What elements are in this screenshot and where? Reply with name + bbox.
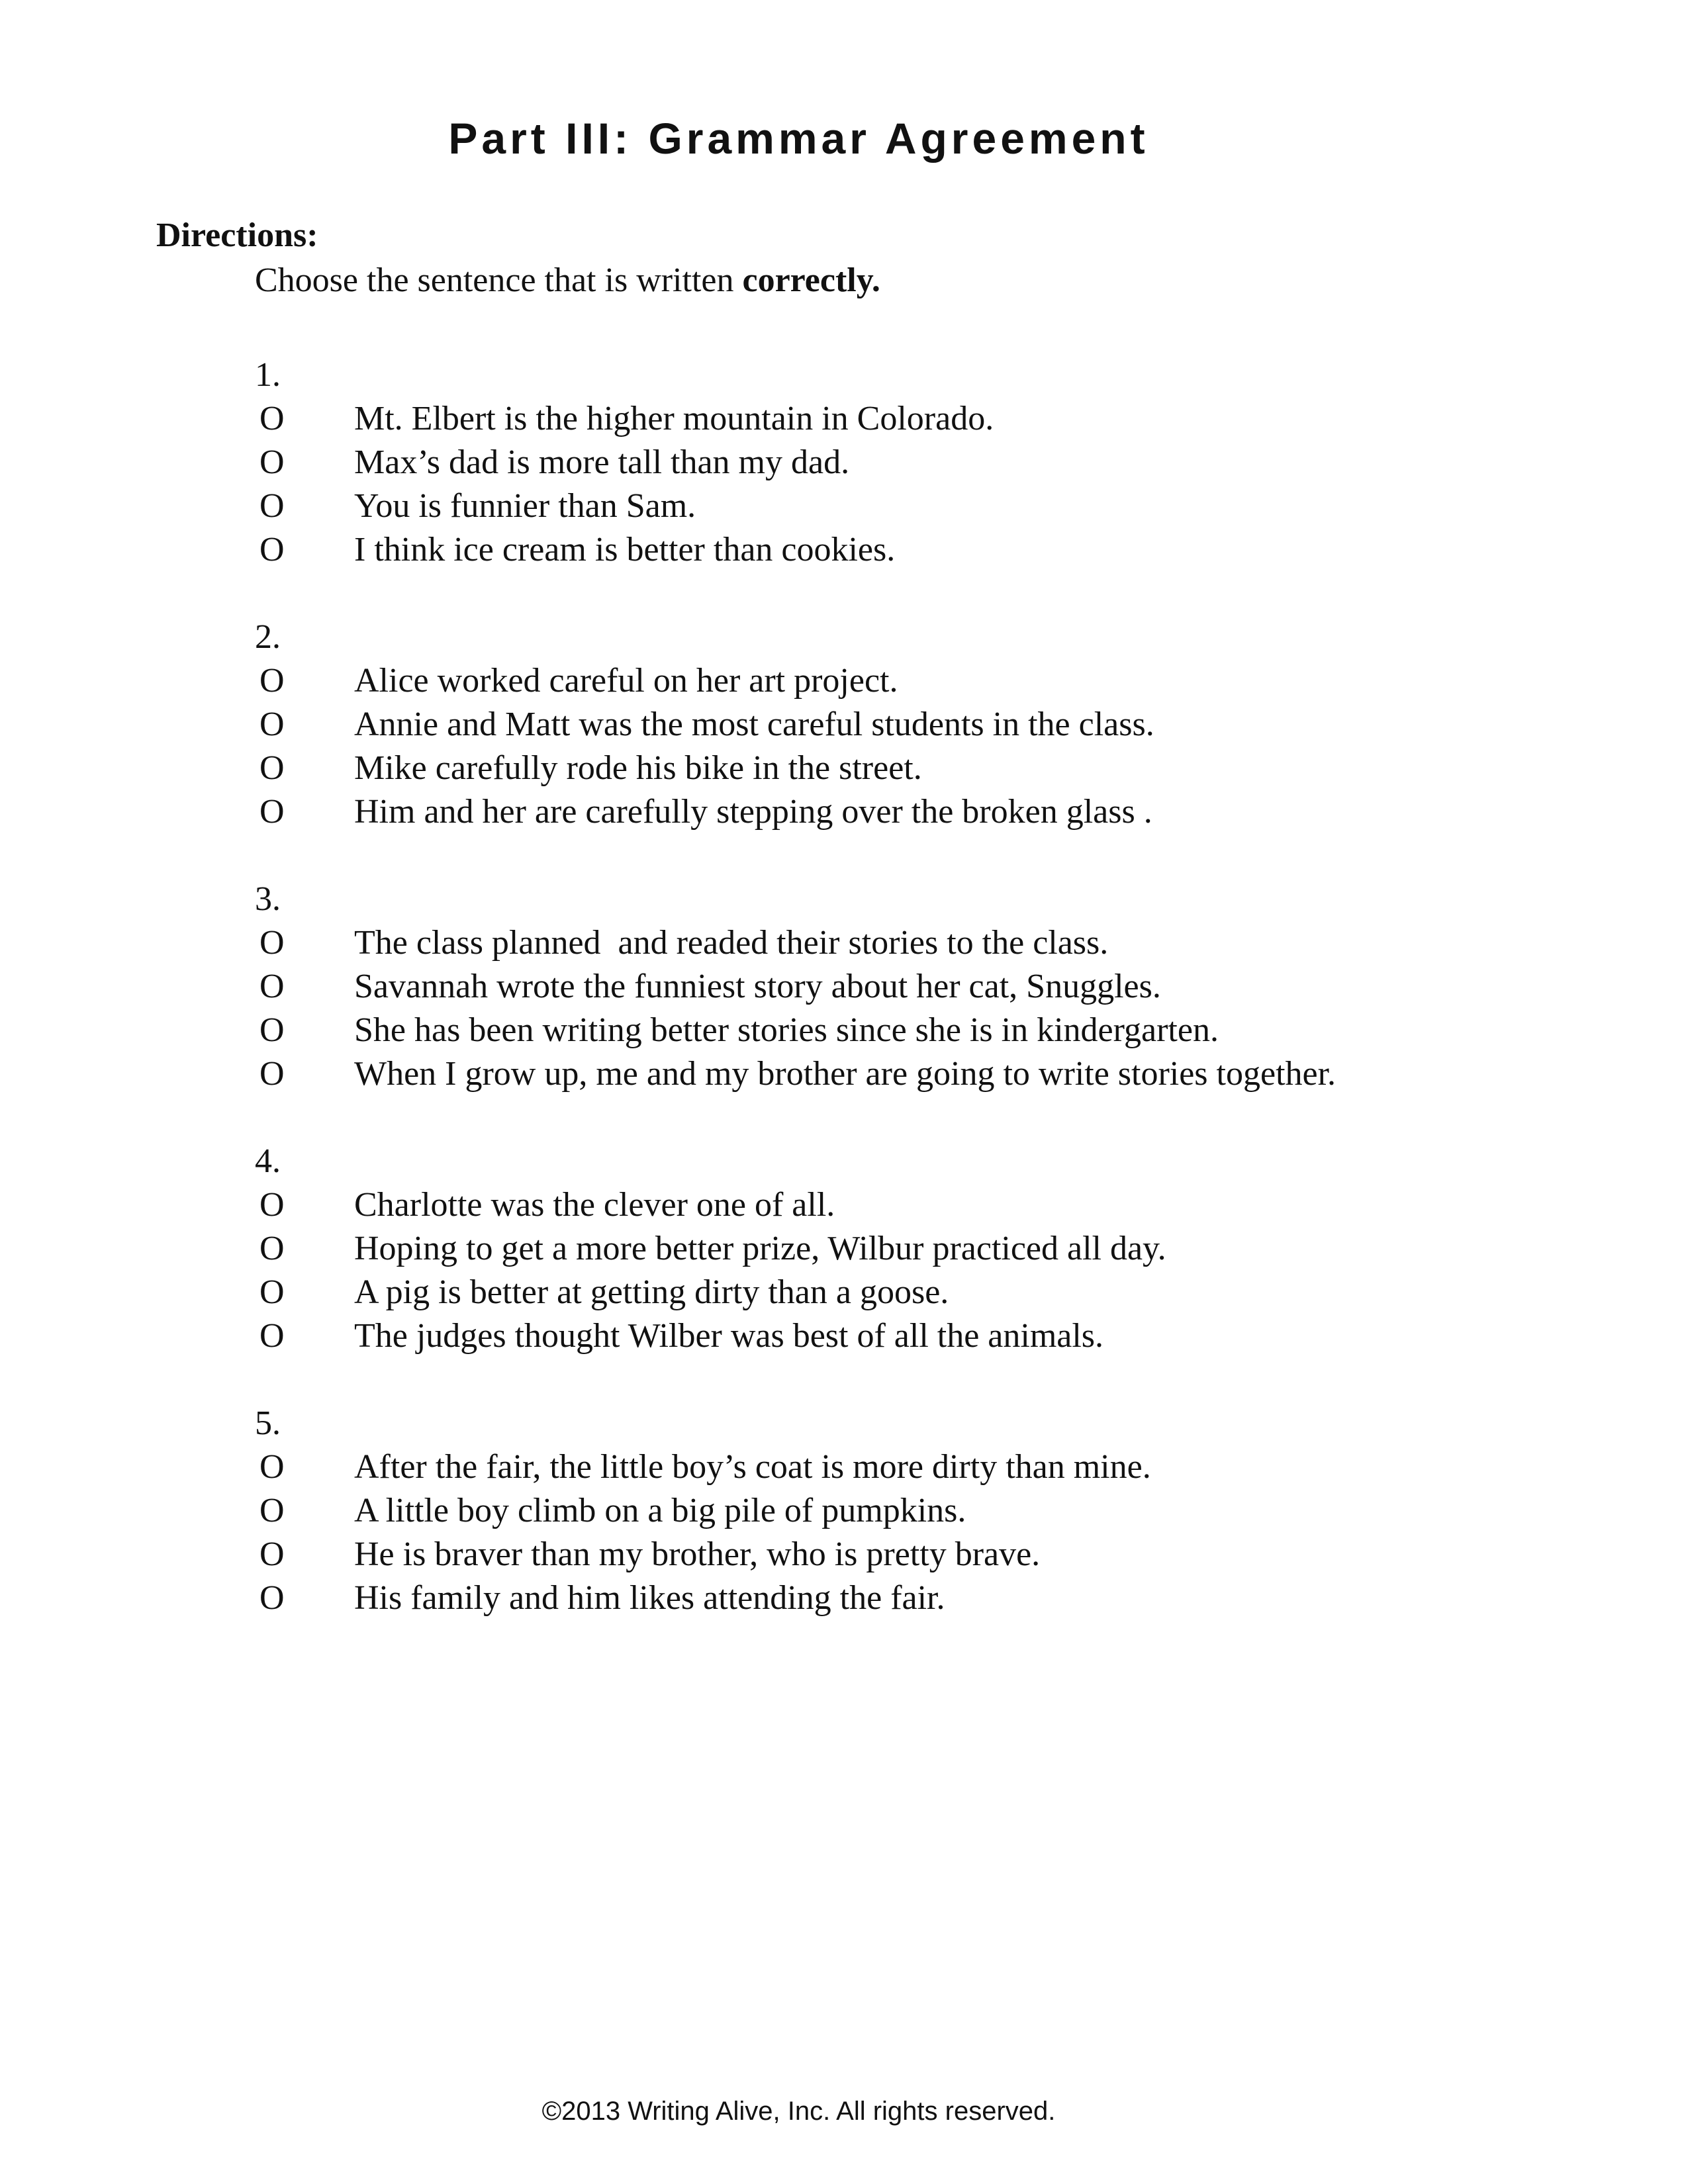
question-1 (0, 353, 1688, 572)
answer-option[interactable] (0, 1227, 1688, 1271)
answer-bubble[interactable]: O (259, 749, 285, 787)
option-text: Max’s dad is more tall than my dad. (354, 443, 850, 481)
question-number: 2. (255, 618, 281, 656)
question-number: 3. (255, 880, 281, 918)
option-text: After the fair, the little boy’s coat is more dirty than mine. (354, 1448, 1151, 1486)
answer-bubble[interactable]: O (259, 487, 285, 525)
directions-text (255, 263, 880, 298)
option-text: Savannah wrote the funniest story about her cat, Snuggles. (354, 968, 1161, 1005)
answer-option[interactable] (0, 965, 1688, 1009)
question-3 (0, 878, 1688, 1096)
question-4 (0, 1140, 1688, 1358)
option-text: I think ice cream is better than cookies. (354, 531, 896, 569)
option-text: Alice worked careful on her art project. (354, 662, 898, 700)
option-text: A little boy climb on a big pile of pumpkins. (354, 1492, 966, 1529)
answer-option[interactable] (0, 790, 1688, 834)
answer-bubble[interactable]: O (259, 1535, 285, 1573)
answer-bubble[interactable]: O (259, 1579, 285, 1617)
option-text: Hoping to get a more better prize, Wilbur practiced all day. (354, 1230, 1166, 1267)
answer-bubble[interactable]: O (259, 968, 285, 1005)
directions-text-prefix: Choose the sentence that is written (255, 261, 743, 299)
option-text: Charlotte was the clever one of all. (354, 1186, 835, 1224)
answer-option[interactable] (0, 659, 1688, 703)
option-text: Mt. Elbert is the higher mountain in Colorado. (354, 400, 994, 437)
answer-option[interactable] (0, 484, 1688, 528)
answer-option[interactable] (0, 1052, 1688, 1096)
answer-option[interactable] (0, 1445, 1688, 1489)
answer-option[interactable] (0, 921, 1688, 965)
question-5 (0, 1402, 1688, 1620)
answer-bubble[interactable]: O (259, 705, 285, 743)
answer-bubble[interactable]: O (259, 1055, 285, 1093)
directions-heading: Directions: (156, 216, 318, 254)
option-text: A pig is better at getting dirty than a goose. (354, 1273, 949, 1311)
answer-option[interactable] (0, 1009, 1688, 1052)
answer-option[interactable] (0, 1533, 1688, 1576)
option-text: Him and her are carefully stepping over the broken glass . (354, 793, 1152, 831)
answer-option[interactable] (0, 441, 1688, 484)
answer-bubble[interactable]: O (259, 1448, 285, 1486)
answer-bubble[interactable]: O (259, 443, 285, 481)
answer-bubble[interactable]: O (259, 1273, 285, 1311)
question-2 (0, 615, 1688, 834)
answer-bubble[interactable]: O (259, 924, 285, 962)
answer-bubble[interactable]: O (259, 1011, 285, 1049)
answer-option[interactable] (0, 528, 1688, 572)
page-title: Part III: Grammar Agreement (448, 114, 1149, 163)
answer-option[interactable] (0, 1183, 1688, 1227)
answer-bubble[interactable]: O (259, 793, 285, 831)
copyright-footer: ©2013 Writing Alive, Inc. All rights reserved. (541, 2097, 1056, 2126)
option-text: Mike carefully rode his bike in the street. (354, 749, 922, 787)
answer-option[interactable] (0, 1314, 1688, 1358)
question-number: 1. (255, 356, 281, 394)
option-text: His family and him likes attending the fair. (354, 1579, 945, 1617)
answer-bubble[interactable]: O (259, 1230, 285, 1267)
answer-option[interactable] (0, 397, 1688, 441)
option-text: When I grow up, me and my brother are going to write stories together. (354, 1055, 1336, 1093)
question-number: 4. (255, 1142, 281, 1180)
option-text: The judges thought Wilber was best of all the animals. (354, 1317, 1104, 1355)
option-text: She has been writing better stories since she is in kindergarten. (354, 1011, 1219, 1049)
answer-bubble[interactable]: O (259, 1186, 285, 1224)
answer-option[interactable] (0, 1576, 1688, 1620)
answer-option[interactable] (0, 1271, 1688, 1314)
answer-bubble[interactable]: O (259, 662, 285, 700)
answer-option[interactable] (0, 703, 1688, 747)
answer-bubble[interactable]: O (259, 400, 285, 437)
answer-bubble[interactable]: O (259, 1492, 285, 1529)
question-list (0, 353, 1688, 1664)
option-text: The class planned and readed their stories to the class. (354, 924, 1109, 962)
directions-text-emphasis: correctly. (742, 261, 880, 299)
answer-bubble[interactable]: O (259, 1317, 285, 1355)
option-text: You is funnier than Sam. (354, 487, 696, 525)
option-text: He is braver than my brother, who is pretty brave. (354, 1535, 1041, 1573)
question-number: 5. (255, 1404, 281, 1442)
answer-option[interactable] (0, 1489, 1688, 1533)
answer-bubble[interactable]: O (259, 531, 285, 569)
answer-option[interactable] (0, 747, 1688, 790)
option-text: Annie and Matt was the most careful students in the class. (354, 705, 1154, 743)
